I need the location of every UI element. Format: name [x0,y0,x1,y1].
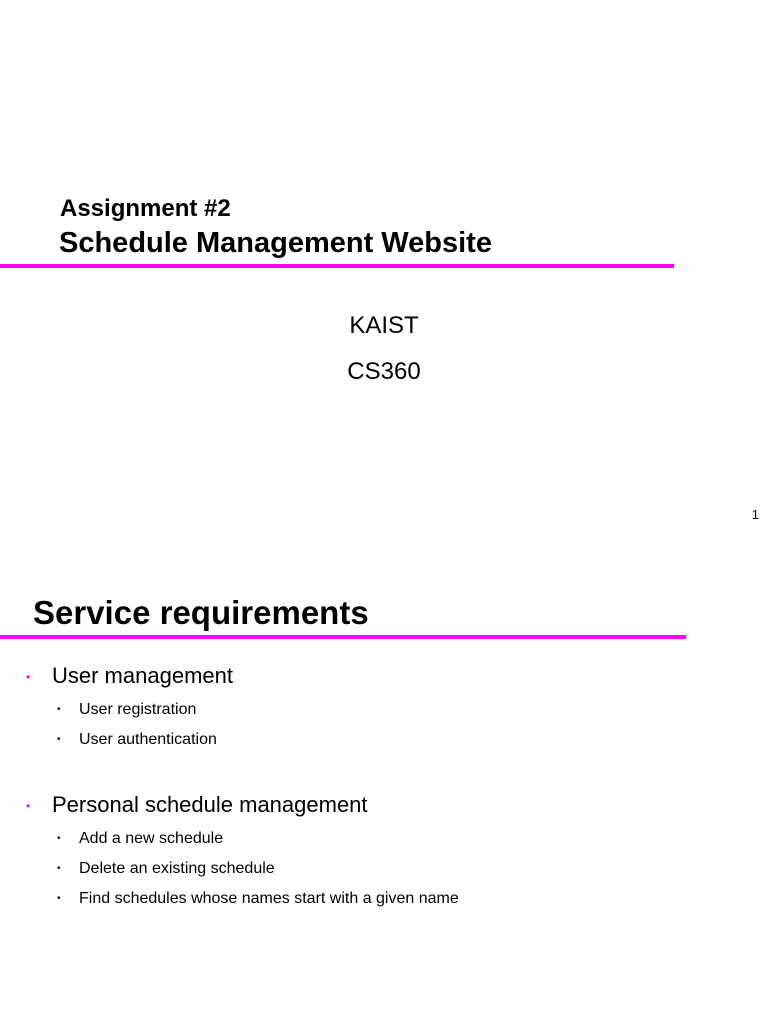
list-item [26,791,368,820]
bullet-icon: • [26,799,31,814]
slide2-divider [0,635,686,639]
item-label: User registration [79,701,197,719]
assignment-subtitle: Assignment #2 [60,195,231,222]
list-item [57,889,459,909]
item-label: Delete an existing schedule [79,860,275,878]
item-label: Add a new schedule [79,830,224,848]
list-item [57,829,223,849]
list-item [57,859,275,879]
list-item [57,700,196,720]
organization-label: KAIST [349,312,419,339]
bullet-icon: • [57,833,61,844]
slide2-heading: Service requirements [33,594,369,631]
item-label: User authentication [79,731,217,749]
bullet-icon: • [57,704,61,715]
slide-title-heading: Schedule Management Website [59,227,492,259]
title-divider [0,264,674,268]
bullet-icon: • [26,670,31,685]
slide-service-requirements [0,535,768,1024]
section-label: Personal schedule management [52,792,368,817]
list-item [26,662,233,691]
section-label: User management [52,663,233,688]
bullet-icon: • [57,893,61,904]
bullet-icon: • [57,863,61,874]
bullet-icon: • [57,734,61,745]
page-number: 1 [751,507,759,522]
course-label: CS360 [347,358,421,385]
list-item [57,730,217,750]
item-label: Find schedules whose names start with a given name [79,890,459,908]
